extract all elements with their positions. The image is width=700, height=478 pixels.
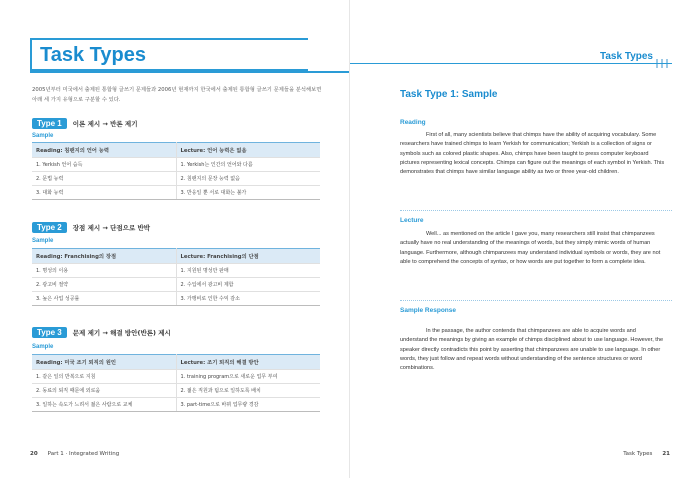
folio-text: Task Types <box>623 451 653 457</box>
table-header-row <box>32 249 320 264</box>
table-cell: 1. 지원된 명성만 판매 <box>176 264 320 278</box>
type-description: 문제 제기 → 해결 방안(반론) 제시 <box>72 329 171 337</box>
table-cell: 1. 같은 일의 반복으로 지침 <box>32 370 176 384</box>
table-cell: 1. training program으로 새로운 업무 부여 <box>176 370 320 384</box>
section-heading: Task Type 1: Sample <box>400 89 498 100</box>
table-cell: 3. 높은 사업 성공률 <box>32 292 176 306</box>
table-cell: 3. 반응일 뿐 서로 대화는 불가 <box>176 186 320 200</box>
table-cell: 3. 가맹비로 인한 수익 감소 <box>176 292 320 306</box>
table-cell: 2. 동료의 퇴직 때문에 외로움 <box>32 384 176 398</box>
type-3-heading <box>32 327 171 338</box>
sample-label: Sample <box>32 238 54 244</box>
reading-text: First of all, many scientists believe that chimps have the ability of acquiring vocabulary. Some researchers have trained chimps to learn Yerkish for communication; Yerkish is a collection of signs or symbols such as colored plastic shapes. Also, chimps have been taught to press computer keyboard pictures representing lexical concepts. Chimps can figure out the meanings of each symbol in Yerkish. This demonstrates that chimps have similar language ability as two or three year-old children. <box>400 132 665 176</box>
type-2-heading <box>32 222 150 233</box>
table-cell: 3. 일하는 속도가 느려서 젊은 사람으로 교체 <box>32 398 176 412</box>
right-page <box>350 0 700 478</box>
page-number: 20 <box>30 451 38 457</box>
table-row <box>32 384 320 398</box>
title-rule <box>350 63 672 64</box>
type-1-heading <box>32 118 137 129</box>
page-title: Task Types <box>40 44 146 66</box>
table-row <box>32 370 320 384</box>
type-2-table <box>32 248 320 306</box>
table-cell: 3. part-time으로 바꿔 업무량 경감 <box>176 398 320 412</box>
table-cell: 2. 젊은 직원과 팀으로 일하도록 배치 <box>176 384 320 398</box>
type-1-table <box>32 142 320 200</box>
divider <box>400 300 672 301</box>
table-cell: 3. 대화 능력 <box>32 186 176 200</box>
sample-response-label: Sample Response <box>400 307 456 314</box>
table-row <box>32 278 320 292</box>
lecture-header: Lecture: 언어 능력은 없음 <box>176 143 320 158</box>
table-row <box>32 292 320 306</box>
lecture-text: Well... as mentioned on the article I gave you, many researchers still insist that chimpanzees actually have no real understanding of the meanings of words, but they simply mimic words of human language. Furthermore, although chimpanzees may understand individual symbols or words, they are not able to comprehend the concepts of syntax, or how words are put together to form a complete idea. <box>400 231 661 265</box>
type-badge: Type 3 <box>32 327 67 338</box>
table-cell: 1. Yerkish는 인간의 언어와 다름 <box>176 158 320 172</box>
lecture-header: Lecture: Franchising의 단점 <box>176 249 320 264</box>
type-badge: Type 2 <box>32 222 67 233</box>
sample-response-text: In the passage, the author contends that chimpanzees are able to acquire words and understand the meanings by giving an example of chimps disciplined about to use language. However, the speaker directly contradicts this point by asserting that chimpanzees are unable to use language. In other words, they just follow and repeat words without understanding of the sentence structures or word combinations. <box>400 328 664 372</box>
folio <box>30 451 119 457</box>
reading-header: Reading: Franchising의 장점 <box>32 249 176 264</box>
reading-label: Reading <box>400 119 426 126</box>
type-description: 이론 제시 → 반론 제기 <box>72 120 138 128</box>
table-cell: 2. 광고비 절약 <box>32 278 176 292</box>
lecture-header: Lecture: 조기 퇴직의 해결 방안 <box>176 355 320 370</box>
folio <box>623 451 670 457</box>
folio-text: Part 1 · Integrated Writing <box>47 451 120 457</box>
table-row <box>32 398 320 412</box>
sample-label: Sample <box>32 133 54 139</box>
table-cell: 2. 침팬지의 문장 능력 없음 <box>176 172 320 186</box>
table-cell: 2. 수입에서 광고비 제함 <box>176 278 320 292</box>
lecture-label: Lecture <box>400 217 424 224</box>
table-header-row <box>32 355 320 370</box>
table-cell: 1. Yerkish 언어 습득 <box>32 158 176 172</box>
table-row <box>32 264 320 278</box>
table-cell: 1. 명성의 이용 <box>32 264 176 278</box>
title-box <box>30 38 308 71</box>
reading-header: Reading: 미국 조기 퇴직의 원인 <box>32 355 176 370</box>
running-title: Task Types <box>600 51 653 62</box>
divider <box>400 210 672 211</box>
type-badge: Type 1 <box>32 118 67 129</box>
title-rule <box>30 71 350 73</box>
type-description: 장점 제시 → 단점으로 반박 <box>72 224 151 232</box>
intro-text: 2005년부터 미국에서 출제된 통합형 글쓰기 문제들과 2006년 현재까지 한국에서 출제된 통합형 글쓰기 문제들을 분석해보면 아래 세 가지 유형으로 구분할 수 있다. <box>32 87 322 103</box>
table-cell: 2. 문법 능력 <box>32 172 176 186</box>
table-header-row <box>32 143 320 158</box>
table-row <box>32 172 320 186</box>
reading-header: Reading: 침팬지의 언어 능력 <box>32 143 176 158</box>
table-row <box>32 186 320 200</box>
table-row <box>32 158 320 172</box>
page-number: 21 <box>662 451 670 457</box>
sample-label: Sample <box>32 344 54 350</box>
type-3-table <box>32 354 320 412</box>
